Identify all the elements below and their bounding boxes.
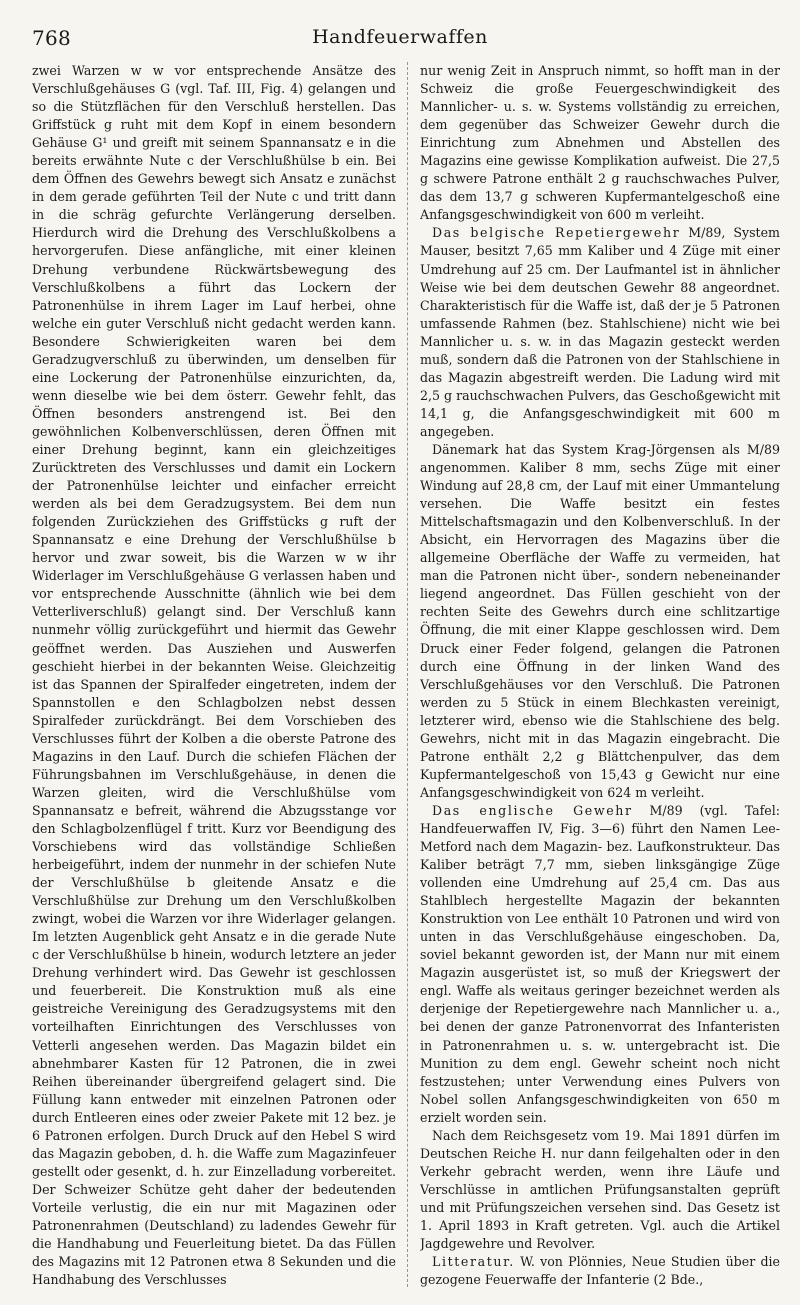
paragraph [420, 802, 780, 1127]
running-title: Handfeuerwaffen [312, 26, 488, 48]
paragraph-text: M/89, System Mauser, besitzt 7,65 mm Kaliber und 4 Züge mit einer Umdrehung auf 25 cm. Der Laufmantel ist in ähnlicher Weise wie bei dem deutschen Gewehr 88 angeordnet. Charakteristisch für die Waffe ist, daß der je 5 Patronen umfassende Rahmen (bez. Stahlschiene) nicht wie bei Mannlicher u. s. w. in das Magazin gesteckt werden muß, sondern daß die Patronen von der Stahlschiene in das Magazin abgestreift werden. Die Ladung wird mit 2,5 g rauchschwachen Pulvers, das Geschoßgewicht mit 14,1 g, die Anfangsgeschwindigkeit mit 600 m angegeben. [420, 225, 780, 439]
column-divider [407, 62, 408, 1287]
paragraph [420, 1253, 780, 1289]
page-header [30, 16, 770, 52]
paragraph [420, 224, 780, 441]
section-lead: Das englische Gewehr [432, 802, 633, 818]
right-column [420, 62, 780, 1290]
paragraph-text: W. von Plönnies, Neue Studien über die gezogene Feuerwaffe der Infanterie (2 Bde., [420, 1254, 780, 1288]
paragraph: Dänemark hat das System Krag-Jörgensen als M/89 angenommen. Kaliber 8 mm, sechs Züge mit einer Windung auf 28,8 cm, der Lauf mit einer Ummantelung versehen. Die Waffe besitzt ein festes Mittelschaftsmagazin und den Kolbenverschluß. In der Absicht, ein Hervorragen des Magazins über die allgemeine Oberfläche der Waffe zu vermeiden, hat man die Patronen nicht über-, sondern nebeneinander liegend angeordnet. Das Füllen geschieht von der rechten Seite des Gewehrs durch eine schlitzartige Öffnung, die mit einer Klappe geschlossen wird. Dem Druck einer Feder folgend, gelangen die Patronen durch eine Öffnung in der linken Wand des Verschlußgehäuses vor den Verschluß. Die Patronen werden zu 5 Stück in einem Blechkasten vereinigt, letzterer wird, ebenso wie die Stahlschiene des belg. Gewehrs, nicht mit in das Magazin eingebracht. Die Patrone enthält 2,2 g Blättchenpulver, das dem Kupfermantelgeschoß von 15,43 g Gewicht nur eine Anfangsgeschwindigkeit von 624 m verleiht. [420, 441, 780, 800]
section-lead: Das belgische Repetiergewehr [432, 225, 681, 241]
paragraph-text: M/89 (vgl. Tafel: Handfeuerwaffen IV, Fig. 3—6) führt den Namen Lee-Metford nach dem Magazin- bez. Laufkonstrukteur. Das Kaliber beträgt 7,7 mm, sieben linksgängige Züge vollenden eine Umdrehung auf 25,4 cm. Das aus Stahlblech hergestellte Magazin der bekannten Konstruktion von Lee enthält 10 Patronen und wird von unten in das Verschlußgehäuse eingeschoben. Da, soviel bekannt geworden ist, der Mann nur mit einem Magazin ausgerüstet ist, so muß der Kriegswert der engl. Waffe als weitaus geringer bezeichnet werden als derjenige der Repetiergewehre nach Mannlicher u. a., bei denen der ganze Patronenvorrat des Infanteristen in Patronenrahmen u. s. w. untergebracht ist. Die Munition zu dem engl. Gewehr scheint noch nicht festzustehen; unter Verwendung eines Pulvers von Nobel sollen Anfangsgeschwindigkeiten von 650 m erzielt worden sein. [420, 802, 780, 1125]
left-column [32, 62, 396, 1290]
paragraph: zwei Warzen w w vor entsprechende Ansätze des Verschlußgehäuses G (vgl. Taf. III, Fig. 4) gelangen und so die Stützflächen für den Verschluß herstellen. Das Griffstück g ruht mit dem Kopf in einem besondern Gehäuse G¹ und greift mit seinem Spannansatz e in die bereits erwähnte Nute c der Verschlußhülse b ein. Bei dem Öffnen des Gewehrs bewegt sich Ansatz e zunächst in dem gerade geführten Teil der Nute c und tritt dann in die schräg gefurchte Verlängerung derselben. Hierdurch wird die Drehung des Verschlußkolbens a hervorgerufen. Diese anfängliche, mit einer kleinen Drehung verbundene Rückwärtsbewegung des Verschlußkolbens a führt das Lockern der Patronenhülse in ihrem Lager im Lauf herbei, ohne welche ein guter Verschluß nicht gedacht werden kann. Besondere Schwierigkeiten waren bei dem Geradzugverschluß zu überwinden, um denselben für eine Lockerung der Patronenhülse einzurichten, da, wenn dieselbe wie bei dem österr. Gewehr fehlt, das Öffnen besonders anstrengend ist. Bei den gewöhnlichen Kolbenverschlüssen, deren Öffnen mit einer Drehung beginnt, kann ein gleichzeitiges Zurücktreten des Verschlusses und damit ein Lockern der Patronenhülse leichter und einfacher erreicht werden als bei dem Geradzugsystem. Bei dem nun folgenden Zurückziehen des Griffstücks g ruft der Spannansatz e eine Drehung der Verschlußhülse b hervor und zwar soweit, bis die Warzen w w ihr Widerlager im Verschlußgehäuse G verlassen haben und vor entsprechende Ausschnitte (ähnlich wie bei dem Vetterliverschluß) gelangt sind. Der Verschluß kann nunmehr völlig zurückgeführt und hiermit das Gewehr geöffnet werden. Das Ausziehen und Auswerfen geschieht hierbei in der bekannten Weise. Gleichzeitig ist das Spannen der Spiralfeder eingetreten, indem der Spannstollen e den Schlagbolzen nebst dessen Spiralfeder zurückdrängt. Bei dem Vorschieben des Verschlusses führt der Kolben a die oberste Patrone des Magazins in den Lauf. Durch die schiefen Flächen der Führungsbahnen im Verschlußgehäuse, in denen die Warzen gleiten, wird die Verschlußhülse vom Spannansatz e befreit, während die Abzugsstange vor den Schlagbolzenflügel f tritt. Kurz vor Beendigung des Vorschiebens wird das vollständige Schließen herbeigeführt, indem der nunmehr in der schiefen Nute der Verschlußhülse b gleitende Ansatz e die Verschlußhülse zur Drehung um den Verschlußkolben zwingt, wobei die Warzen vor ihre Widerlager gelangen. Im letzten Augenblick geht Ansatz e in die gerade Nute c der Verschlußhülse b hinein, wodurch letztere an jeder Drehung verhindert wird. Das Gewehr ist geschlossen und feuerbereit. Die Konstruktion muß als eine geistreiche Vereinigung des Geradzugsystems mit den vorteilhaften Einrichtungen des Verschlusses von Vetterli angesehen werden. Das Magazin bildet ein abnehmbarer Kasten für 12 Patronen, die in zwei Reihen übereinander übergreifend gelagert sind. Die Füllung kann entweder mit einzelnen Patronen oder durch Entleeren eines oder zweier Pakete mit 12 bez. je 6 Patronen erfolgen. Durch Druck auf den Hebel S wird das Magazin geboben, d. h. die Waffe zum Magazinfeuer gestellt oder gesenkt, d. h. zur Einzelladung vorbereitet. Der Schweizer Schütze geht daher der bedeutenden Vorteile verlustig, die ein nur mit Magazinen oder Patronenrahmen (Deutschland) zu ladendes Gewehr für die Handhabung und Feuerleitung bietet. Da das Füllen des Magazins mit 12 Patronen etwa 8 Sekunden und die Handhabung des Verschlusses [32, 63, 396, 1288]
page-number: 768 [32, 26, 72, 50]
paragraph: nur wenig Zeit in Anspruch nimmt, so hofft man in der Schweiz die große Feuergeschwindigkeit des Mannlicher- u. s. w. Systems vollständig zu erreichen, dem gegenüber das Schweizer Gewehr durch die Einrichtung zum Abnehmen und Abstellen des Magazins eine gewisse Komplikation aufweist. Die 27,5 g schwere Patrone enthält 2 g rauchschwaches Pulver, das dem 13,7 g schweren Kupfermantelgeschoß eine Anfangsgeschwindigkeit von 600 m verleiht. [420, 63, 780, 223]
section-lead: Litteratur. [432, 1254, 515, 1270]
paragraph: Nach dem Reichsgesetz vom 19. Mai 1891 dürfen im Deutschen Reiche H. nur dann feilgehalten oder in den Verkehr gebracht werden, wenn ihre Läufe und Verschlüsse in amtlichen Prüfungsanstalten geprüft und mit Prüfungszeichen versehen sind. Das Gesetz ist 1. April 1893 in Kraft getreten. Vgl. auch die Artikel Jagdgewehre und Revolver. [420, 1127, 780, 1252]
